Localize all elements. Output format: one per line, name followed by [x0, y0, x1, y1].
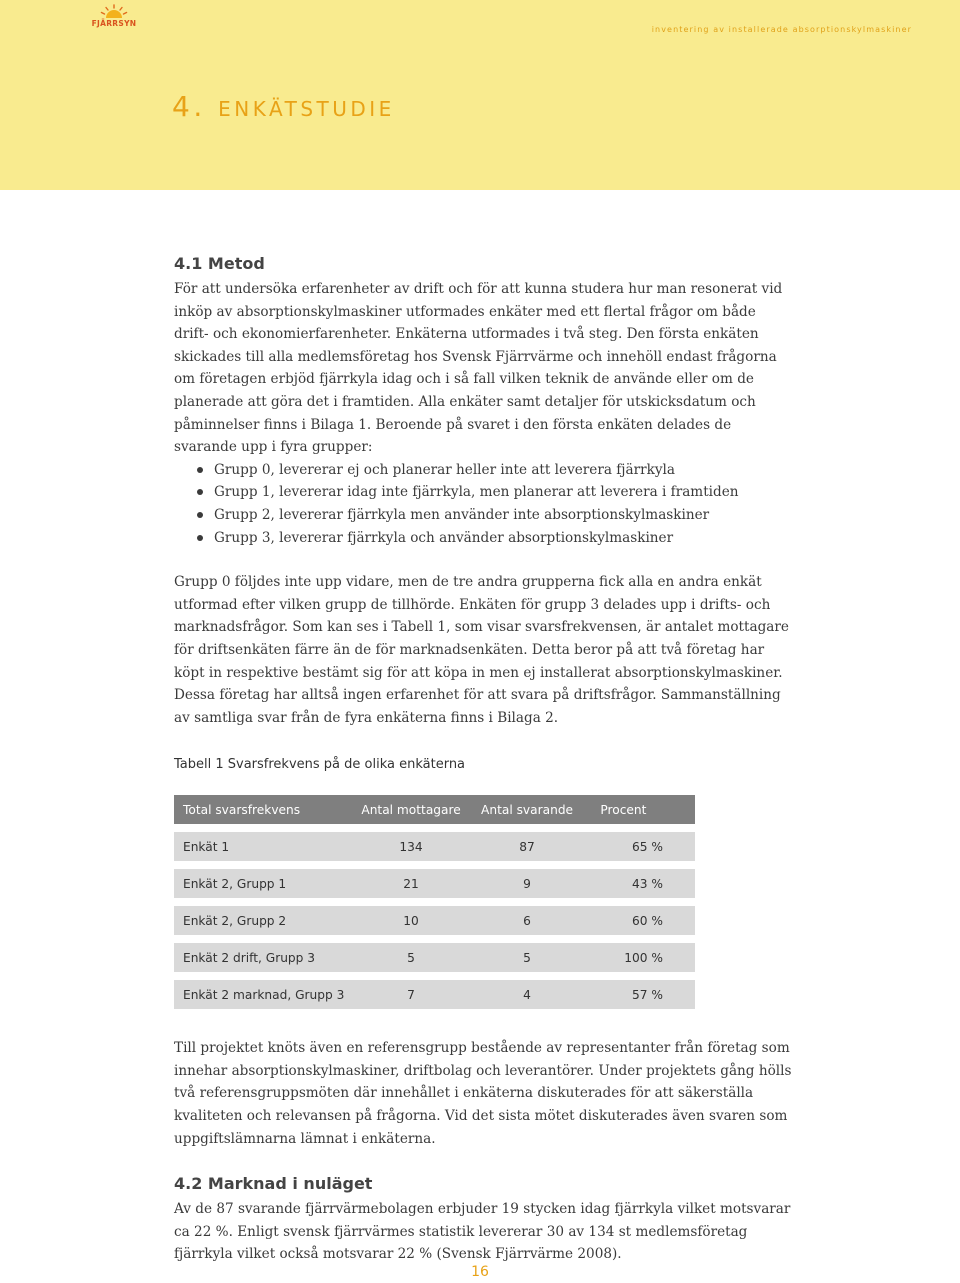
table-cell: Enkät 2, Grupp 2	[174, 906, 344, 935]
table-cell: 134	[344, 832, 477, 861]
table-cell: Enkät 2 marknad, Grupp 3	[174, 980, 344, 1009]
group-list	[174, 459, 794, 549]
list-item-text: Grupp 0, levererar ej och planerar heller inte att leverera fjärrkyla	[214, 461, 675, 478]
column-header: Procent	[576, 795, 695, 824]
table-cell: Enkät 1	[174, 832, 344, 861]
bullet-icon	[197, 489, 203, 495]
list-item	[214, 527, 794, 550]
table-cell: 10	[344, 906, 477, 935]
response-rate-table	[174, 795, 695, 1009]
table-header-row	[174, 795, 695, 824]
logo-text: FJÄRRSYN	[91, 19, 137, 28]
table-cell: 4	[478, 980, 577, 1009]
table-cell: 87	[478, 832, 577, 861]
bullet-icon	[197, 467, 203, 473]
table-cell: 100 %	[576, 943, 695, 972]
list-item-text: Grupp 3, levererar fjärrkyla och använder absorptionskylmaskiner	[214, 529, 674, 546]
header-banner	[0, 0, 960, 190]
table-row	[174, 832, 695, 861]
table-caption: Tabell 1 Svarsfrekvens på de olika enkäterna	[174, 757, 466, 773]
fjarrsyn-logo	[88, 4, 140, 32]
column-header: Antal svarande	[478, 795, 577, 824]
table-cell: 5	[478, 943, 577, 972]
table-row	[174, 869, 695, 898]
table-cell: Enkät 2 drift, Grupp 3	[174, 943, 344, 972]
list-item	[214, 459, 794, 482]
table-row	[174, 906, 695, 935]
list-item	[214, 481, 794, 504]
table-row	[174, 980, 695, 1009]
paragraph-metod-1: För att undersöka erfarenheter av drift och för att kunna studera hur man resonerat vid inköp av absorptionskylmaskiner utformades enkäter med ett flertal frågor om både drift- och ekonomierfarenheter. Enkäterna utformades i två steg. Den första enkäten skickades till alla medlemsföretag hos Svensk Fjärrvärme och innehöll endast frågorna om företagen erbjöd fjärrkyla idag och i så fall vilken teknik de använde eller om de planerade att göra det i framtiden. Alla enkäter samt detaljer för utskicksdatum och påminnelser finns i Bilaga 1. Beroende på svaret i den första enkäten delades de svarande upp i fyra grupper:	[174, 281, 783, 456]
list-item-text: Grupp 1, levererar idag inte fjärrkyla, men planerar att leverera i framtiden	[214, 484, 739, 501]
table-cell: 9	[478, 869, 577, 898]
column-header: Antal mottagare	[344, 795, 477, 824]
paragraph-reference-group: Till projektet knöts även en referensgrupp bestående av representanter från företag som innehar absorptionskylmaskiner, driftbolag och leverantörer. Under projektets gång hölls två referensgruppsmöten där innehållet i enkäterna diskuterades för att säkerställa kvaliteten och relevansen på frågorna. Vid det sista mötet diskuterades även svaren som uppgiftslämnarna lämnat i enkäterna.	[174, 1040, 792, 1147]
table-cell: 21	[344, 869, 477, 898]
table-cell: 5	[344, 943, 477, 972]
sun-icon	[98, 4, 130, 20]
table-cell: Enkät 2, Grupp 1	[174, 869, 344, 898]
page-number: 16	[471, 1264, 489, 1280]
list-item	[214, 504, 794, 527]
main-content	[174, 250, 794, 1266]
column-header: Total svarsfrekvens	[174, 795, 344, 824]
table-cell: 60 %	[576, 906, 695, 935]
table-cell: 57 %	[576, 980, 695, 1009]
paragraph-metod-2: Grupp 0 följdes inte upp vidare, men de tre andra grupperna fick alla en andra enkät utformad efter vilken grupp de tillhörde. Enkäten för grupp 3 delades upp i drifts- och marknadsfrågor. Som kan ses i Tabell 1, som visar svarsfrekvensen, är antalet mottagare för driftsenkäten färre än de för marknadsenkäten. Detta beror på att två företag har köpt in respektive bestämt sig för att köpa in men ej installerat absorptionskylmaskiner. Dessa företag har alltså ingen erfarenhet för att svara på driftsfrågor. Sammanställning av samtliga svar från de fyra enkäterna finns i Bilaga 2.	[174, 574, 789, 726]
running-head: inventering av installerade absorptionskylmaskiner	[651, 25, 912, 34]
table-row	[174, 943, 695, 972]
bullet-icon	[197, 535, 203, 541]
list-item-text: Grupp 2, levererar fjärrkyla men använder inte absorptionskylmaskiner	[214, 506, 710, 523]
table-cell: 7	[344, 980, 477, 1009]
table-cell: 6	[478, 906, 577, 935]
bullet-icon	[197, 512, 203, 518]
table-cell: 43 %	[576, 869, 695, 898]
section-heading-marknad: 4.2 Marknad i nuläget	[174, 1174, 373, 1194]
chapter-title: 4. enkätstudie	[172, 90, 395, 123]
paragraph-marknad: Av de 87 svarande fjärrvärmebolagen erbjuder 19 stycken idag fjärrkyla vilket motsvarar ca 22 %. Enligt svensk fjärrvärmes statistik levererar 30 av 134 st medlemsföretag fjärrkyla vilket också motsvarar 22 % (Svensk Fjärrvärme 2008).	[174, 1201, 791, 1263]
table-cell: 65 %	[576, 832, 695, 861]
section-heading-metod: 4.1 Metod	[174, 254, 265, 273]
